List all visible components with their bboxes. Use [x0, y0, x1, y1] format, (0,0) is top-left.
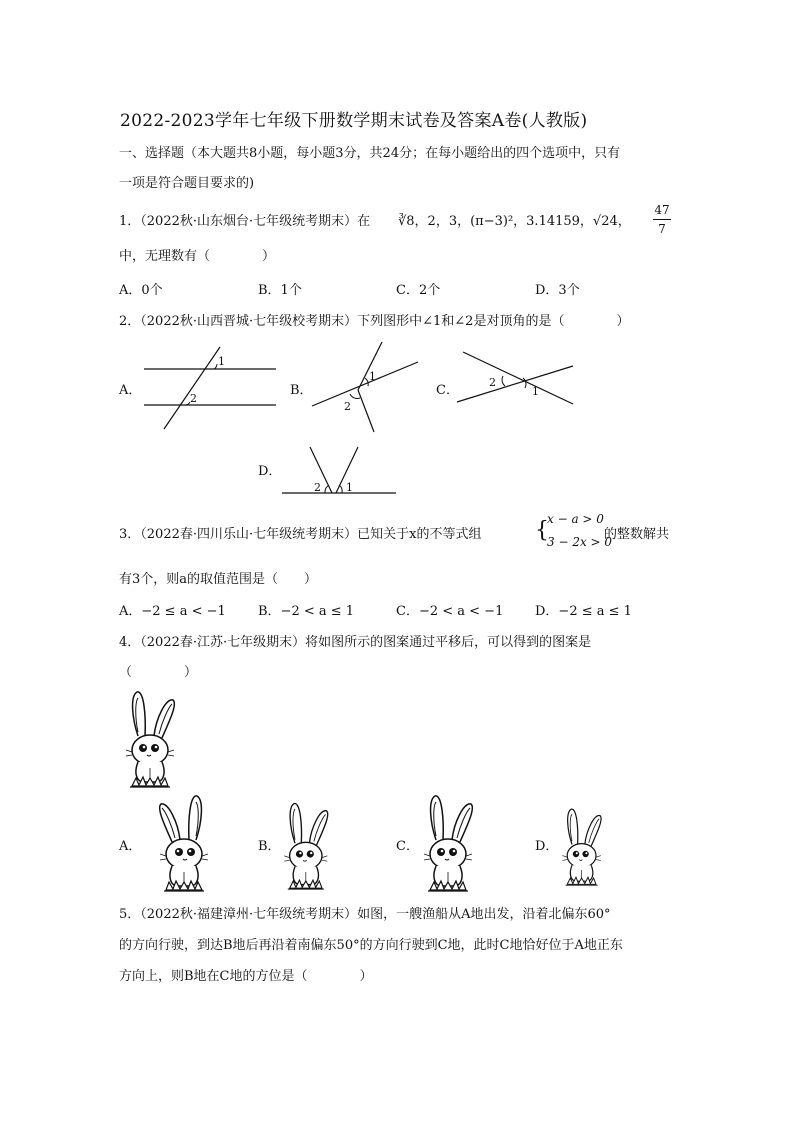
q1-option-c: C．2个	[396, 283, 441, 298]
q4-option-b-label: B．	[258, 839, 281, 854]
q2-option-c-label: C．	[436, 383, 459, 398]
q4-stem: 4．（2022春·江苏·七年级期末）将如图所示的图案通过平移后，可以得到的图案是	[119, 635, 592, 650]
angle-2-label: 2	[190, 392, 197, 405]
q5-line1: 5．（2022秋·福建漳州·七年级统考期末）如图，一艘渔船从A地出发，沿着北偏东60°	[119, 907, 611, 922]
q3-stem-tail: 的整数解共	[604, 527, 670, 542]
rabbit-option-c-image	[420, 796, 480, 891]
q3-inequality-2: 3 − 2x > 0	[547, 535, 613, 549]
q2-option-a-label: A．	[119, 383, 142, 398]
rabbit-option-d-image	[556, 806, 616, 886]
q1-line2: 中，无理数有（ ）	[119, 249, 276, 264]
q1-fraction-bar	[653, 219, 671, 220]
q5-line2: 的方向行驶，到达B地后再沿着南偏东50°的方向行驶到C地，此时C地恰好位于A地正东	[119, 938, 623, 953]
q2-option-d-label: D．	[258, 464, 282, 479]
q1-fraction-numerator: 47	[654, 203, 670, 217]
q2-figure-d	[280, 445, 398, 497]
q3-option-b: B．−2 < a ≤ 1	[258, 604, 355, 619]
q4-option-d-label: D．	[535, 839, 559, 854]
q1-stem: 1．（2022秋·山东烟台·七年级统考期末）在	[119, 214, 371, 229]
angle-2-label: 2	[489, 376, 496, 389]
angle-2-label: 2	[314, 481, 321, 494]
section-header-line1: 一、选择题（本大题共8小题，每小题3分，共24分；在每小题给出的四个选项中，只有	[119, 146, 621, 161]
rabbit-option-a-image	[140, 796, 210, 891]
angle-1-label: 1	[369, 370, 376, 383]
angle-1-label: 1	[346, 481, 353, 494]
section-header-line2: 一项是符合题目要求的)	[119, 176, 255, 191]
q2-figure-c	[455, 350, 580, 410]
q5-line3: 方向上，则B地在C地的方位是（ ）	[119, 969, 373, 984]
q3-option-a: A．−2 ≤ a < −1	[119, 604, 226, 619]
q1-numbers: ∛8，2，3，(π−3)²，3.14159，√24，	[398, 214, 631, 229]
q3-line2: 有3个，则a的取值范围是（ ）	[119, 572, 318, 587]
angle-2-label: 2	[344, 400, 351, 413]
q4-option-a-label: A．	[119, 839, 142, 854]
q2-stem: 2．（2022秋·山西晋城·七年级校考期末）下列图形中∠1和∠2是对顶角的是（ ）	[119, 314, 630, 329]
q3-brace: {	[535, 518, 549, 543]
q3-stem: 3．（2022春·四川乐山·七年级统考期末）已知关于x的不等式组	[119, 527, 482, 542]
q1-option-a: A．0个	[119, 283, 163, 298]
angle-1-label: 1	[532, 385, 539, 398]
page-title: 2022-2023学年七年级下册数学期末试卷及答案A卷(人教版)	[120, 111, 588, 131]
q3-inequality-1: x − a > 0	[547, 512, 604, 526]
rabbit-option-b-image	[280, 800, 340, 890]
q3-option-c: C．−2 < a < −1	[396, 604, 504, 619]
rabbit-original-image	[124, 690, 184, 790]
q2-figure-b	[310, 340, 430, 435]
q1-fraction-denominator: 7	[658, 222, 666, 236]
q1-option-b: B．1个	[258, 283, 302, 298]
q4-line2: （ ）	[119, 665, 198, 680]
q2-figure-a	[140, 345, 280, 435]
angle-1-label: 1	[218, 355, 225, 368]
q1-option-d: D．3个	[535, 283, 580, 298]
q4-option-c-label: C．	[396, 839, 419, 854]
q3-option-d: D．−2 ≤ a ≤ 1	[535, 604, 632, 619]
q2-option-b-label: B．	[290, 383, 313, 398]
